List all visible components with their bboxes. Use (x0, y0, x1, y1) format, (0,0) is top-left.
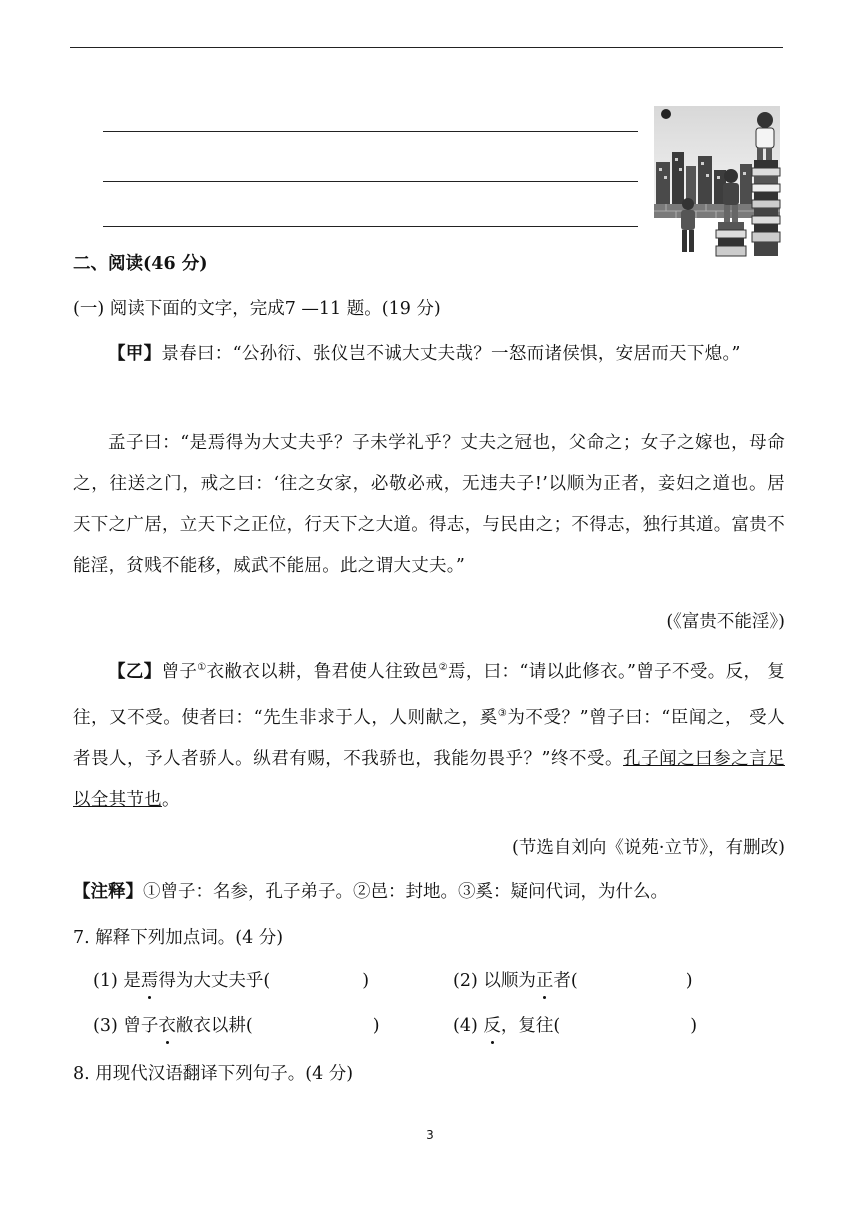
question-7-item-3: (3) 曾子衣敝衣以耕( ) (93, 1012, 380, 1040)
section-title: 二、阅读(46 分) (73, 254, 208, 274)
answer-line[interactable] (103, 131, 638, 132)
notes-label: 【注释】 (73, 882, 143, 902)
answer-line[interactable] (103, 226, 638, 227)
source-citation: (《富贵不能淫》) (666, 612, 785, 632)
header-rule (70, 47, 783, 48)
dotted-char: 正 (536, 967, 554, 995)
question-7-item-2: (2) 以顺为正者( ) (453, 967, 693, 995)
question-8-title: 8. 用现代汉语翻译下列句子。(4 分) (73, 1064, 354, 1084)
footnote-marker: ② (438, 662, 448, 673)
page-number: 3 (426, 1128, 434, 1142)
source-citation: (节选自刘向《说苑·立节》，有删改) (512, 838, 785, 858)
answer-line[interactable] (103, 181, 638, 182)
underlined-sentence: 孔子闻之曰参之言足以全其节也 (73, 748, 785, 810)
footnote-marker: ③ (497, 707, 508, 719)
passage-text: 景春曰：“公孙衍、张仪岂不诚大丈夫哉？一怒而诸侯惧，安居而天下熄。” (161, 344, 741, 364)
illustration-boys-on-books (652, 104, 782, 259)
passage-yi: 【乙】曾子①衣敝衣以耕，鲁君使人往致邑②焉，曰：“请以此修衣。”曾子不受。反， 复往，又不受。使者曰：“先生非求于人，人则献之，奚③为不受？”曾子曰：“臣闻之， 受人者畏人，予人者骄人。纵君有赐，不我骄也，我能勿畏乎？”终不受。孔子闻之曰参之言足以全其节也。 (73, 661, 786, 810)
question-7-title: 7. 解释下列加点词。(4 分) (73, 928, 284, 948)
passage-jia-p1 (73, 334, 785, 375)
footnote-marker: ① (197, 662, 207, 673)
passage-label: 【乙】 (108, 661, 162, 682)
dotted-char: 反 (483, 1012, 501, 1040)
dotted-char: 焉 (141, 967, 159, 995)
dotted-char: 衣 (158, 1012, 176, 1040)
notes-text: ①曾子：名参，孔子弟子。②邑：封地。③奚：疑问代词，为什么。 (143, 882, 668, 902)
question-7-item-1: (1) 是焉得为大丈夫乎( ) (93, 967, 369, 995)
passage-label: 【甲】 (108, 344, 162, 364)
question-7-item-4: (4) 反，复往( ) (453, 1012, 697, 1040)
subsection-title: (一) 阅读下面的文字，完成7 —11 题。(19 分) (73, 299, 441, 319)
passage-jia-p2: 孟子曰：“是焉得为大丈夫乎？子未学礼乎？丈夫之冠也，父命之；女子之嫁也，母命之，往送之门，戒之曰：‘往之女家，必敬必戒，无违夫子!’以顺为正者，妾妇之道也。居天下之广居，立天下之正位，行天下之大道。得志，与民由之；不得志，独行其道。富贵不能淫，贫贱不能移，威武不能屈。此之谓大丈夫。” (73, 433, 785, 576)
notes (73, 878, 785, 906)
